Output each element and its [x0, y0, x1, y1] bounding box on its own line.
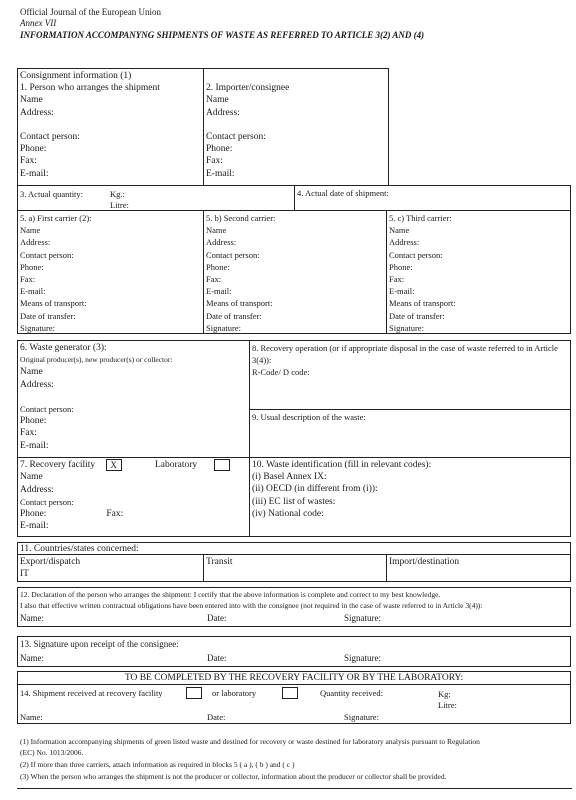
block-7-email: E-mail: [20, 521, 49, 532]
laboratory-received-checkbox[interactable] [282, 687, 298, 699]
carrier-a-name: Name [20, 225, 41, 236]
carrier-c-date: Date of transfer: [389, 310, 445, 321]
recovery-received-checkbox[interactable] [186, 687, 202, 699]
export-label: Export/dispatch [20, 557, 81, 567]
block-3-litre: Litre: [110, 200, 129, 210]
block-14-date: Date: [207, 712, 226, 722]
block-1-phone: Phone: [20, 144, 47, 155]
received-litre: Litre: [438, 700, 457, 710]
journal-name: Official Journal of the European Union [20, 7, 162, 17]
quantity-received-label: Quantity received: [320, 688, 384, 698]
block-6-name: Name [20, 367, 43, 378]
block-6-phone: Phone: [20, 416, 47, 427]
laboratory-label: Laboratory [154, 460, 198, 471]
block-12-date: Date: [207, 613, 227, 623]
carrier-c-contact: Contact person: [389, 249, 443, 260]
carrier-a-title: 5. a) First carrier (2): [20, 213, 92, 223]
carrier-a-signature: Signature: [20, 322, 55, 333]
block-1-address: Address: [20, 107, 54, 118]
carrier-a-email: E-mail: [20, 286, 46, 297]
footnote-1-cont: (EC) No. 1013/2006. [20, 748, 84, 757]
declaration-line-1: 12. Declaration of the person who arranges the shipment: I certify that the above information is complete and correct to my best knowledge. [20, 590, 441, 599]
carrier-b-fax: Fax: [206, 274, 222, 285]
block-14-name: Name: [20, 712, 43, 722]
banner-text: TO BE COMPLETED BY THE RECOVERY FACILITY OR BY THE LABORATORY: [124, 673, 464, 683]
block-2-address: Address: [206, 107, 240, 118]
or-laboratory-label: or laboratory [212, 688, 257, 698]
block-1-person-arranging[interactable] [17, 68, 204, 186]
block-1-fax: Fax: [20, 156, 37, 167]
carrier-c-email: E-mail: [389, 286, 415, 297]
block-4-title: 4. Actual date of shipment: [297, 188, 389, 198]
block-2-email: E-mail: [206, 168, 235, 179]
block-7-fax: Fax: [106, 509, 124, 519]
carrier-a-phone: Phone: [20, 261, 44, 272]
block-12-name: Name: [20, 613, 44, 623]
transit-cell[interactable] [203, 554, 387, 582]
carrier-b-contact: Contact person: [206, 249, 260, 260]
block-7-address: Address: [20, 484, 54, 495]
block-14-title: 14. Shipment received at recovery facility [20, 688, 163, 698]
footnote-1: (1) Information accompanying shipments of green listed waste and destined for recovery or waste destined for laboratory analysis pursuant to Regulation [20, 737, 480, 746]
block-14-signature: Signature: [344, 712, 379, 722]
national-code: (iv) National code: [252, 508, 324, 519]
block-3-kg: Kg.: [110, 189, 125, 199]
carrier-b-date: Date of transfer: [206, 310, 262, 321]
block-7-contact: Contact person: [20, 496, 74, 507]
transit-label: Transit [206, 557, 233, 567]
import-destination-cell[interactable] [386, 554, 571, 582]
carrier-a-contact: Contact person: [20, 249, 74, 260]
block-12-declaration[interactable] [17, 587, 571, 627]
carrier-c-phone: Phone: [389, 261, 413, 272]
form-body [17, 68, 571, 734]
block-8-title: 8. Recovery operation (or if appropriate disposal in the case of waste referred to in Article 3(4)): [252, 343, 558, 366]
block-5b-second-carrier[interactable] [203, 210, 387, 334]
block-10-title: 10. Waste identification (fill in relevant codes): [252, 460, 432, 470]
block-1-name: Name [20, 95, 43, 106]
carrier-b-name: Name [206, 225, 227, 236]
carrier-a-address: Address: [20, 237, 51, 248]
block-1-contact: Contact person: [20, 132, 80, 143]
facility-banner [17, 671, 571, 685]
block-13-date: Date: [207, 653, 227, 663]
block-8-recovery-operation[interactable] [249, 340, 571, 410]
import-label: Import/destination [389, 557, 460, 567]
block-3-quantity[interactable] [17, 185, 295, 211]
block-7-recovery-facility[interactable] [17, 457, 250, 537]
block-1-email: E-mail: [20, 168, 49, 179]
carrier-b-email: E-mail: [206, 286, 232, 297]
block-6-subtitle: Original producer(s), new producer(s) or collector: [20, 355, 173, 365]
oecd-code: (ii) OECD (in different from (i)): [252, 484, 378, 495]
carrier-c-title: 5. c) Third carrier: [389, 213, 452, 223]
ec-list-code: (iii) EC list of wastes: [252, 496, 336, 507]
carrier-a-means: Means of transport: [20, 298, 87, 309]
carrier-a-date: Date of transfer: [20, 310, 76, 321]
received-kg: Kg: [438, 689, 451, 699]
export-value: IT [20, 569, 29, 580]
block-9-title: 9. Usual description of the waste: [252, 412, 366, 422]
block-6-fax: Fax: [20, 428, 37, 439]
block-6-title: 6. Waste generator (3): [20, 343, 107, 353]
block-6-waste-generator[interactable] [17, 340, 250, 458]
block-6-address: Address: [20, 379, 54, 390]
carrier-a-fax: Fax: [20, 274, 36, 285]
block-12-signature: Signature: [344, 613, 381, 623]
block-8-code: R-Code/ D code: [252, 367, 310, 378]
block-2-name: Name [206, 95, 229, 106]
form-title: INFORMATION ACCOMPANYNG SHIPMENTS OF WASTE AS REFERRED TO ARTICLE 3(2) AND (4) [20, 30, 425, 40]
laboratory-checkbox[interactable] [214, 459, 230, 471]
carrier-b-title: 5. b) Second carrier: [206, 213, 276, 223]
declaration-line-2: I also that effective written contractual obligations have been entered into with the consignee (not required in the case of waste referred to in Article 3(4)): [20, 601, 483, 610]
block-5c-third-carrier[interactable] [386, 210, 571, 334]
block-13-signature: Signature: [344, 653, 381, 663]
block-2-importer[interactable] [203, 68, 389, 186]
footnote-3: (3) When the person who arranges the shipment is not the producer or collector, information about the producer or collector shall be provided. [20, 772, 447, 781]
carrier-b-address: Address: [206, 237, 237, 248]
block-5a-first-carrier[interactable] [17, 210, 204, 334]
block-10-waste-identification[interactable] [249, 457, 571, 537]
footnote-2: (2) If more than three carriers, attach information as required in blocks 5 ( a ), ( b ) and ( c ) [20, 760, 295, 769]
carrier-c-means: Means of transport: [389, 298, 456, 309]
carrier-c-name: Name [389, 225, 410, 236]
carrier-c-signature: Signature: [389, 322, 424, 333]
block-11-title: 11. Countries/states concerned: [20, 544, 139, 554]
recovery-facility-checkbox[interactable]: X [106, 459, 122, 471]
block-7-phone: Phone: [20, 509, 47, 519]
export-dispatch-cell[interactable] [17, 554, 204, 582]
carrier-b-signature: Signature: [206, 322, 241, 333]
carrier-b-means: Means of transport: [206, 298, 273, 309]
block-7-name: Name [20, 472, 43, 483]
basel-code: (i) Basel Annex IX: [252, 472, 327, 483]
block-2-title: 2. Importer/consignee [206, 83, 290, 94]
carrier-b-phone: Phone: [206, 261, 230, 272]
bottom-rule [17, 788, 572, 789]
block-13-title: 13. Signature upon receipt of the consignee: [20, 639, 179, 649]
block-2-contact: Contact person: [206, 132, 266, 143]
block-4-date[interactable] [294, 185, 571, 211]
block-3-title: 3. Actual quantity: [20, 189, 84, 199]
block-1-title: 1. Person who arranges the shipment [20, 83, 160, 94]
block-9-description[interactable] [249, 409, 571, 458]
block-2-fax: Fax: [206, 156, 223, 167]
carrier-c-address: Address: [389, 237, 420, 248]
annex-label: Annex VII [20, 18, 57, 28]
block-6-contact: Contact person: [20, 404, 74, 415]
block-13-consignee-receipt[interactable] [17, 636, 571, 667]
block-7-title: 7. Recovery facility [20, 460, 96, 471]
consignment-heading: Consignment information (1) [20, 71, 132, 81]
block-13-name: Name: [20, 653, 44, 663]
block-2-phone: Phone: [206, 144, 233, 155]
block-14-shipment-received[interactable] [17, 684, 571, 724]
block-6-email: E-mail: [20, 440, 49, 451]
carrier-c-fax: Fax: [389, 274, 405, 285]
